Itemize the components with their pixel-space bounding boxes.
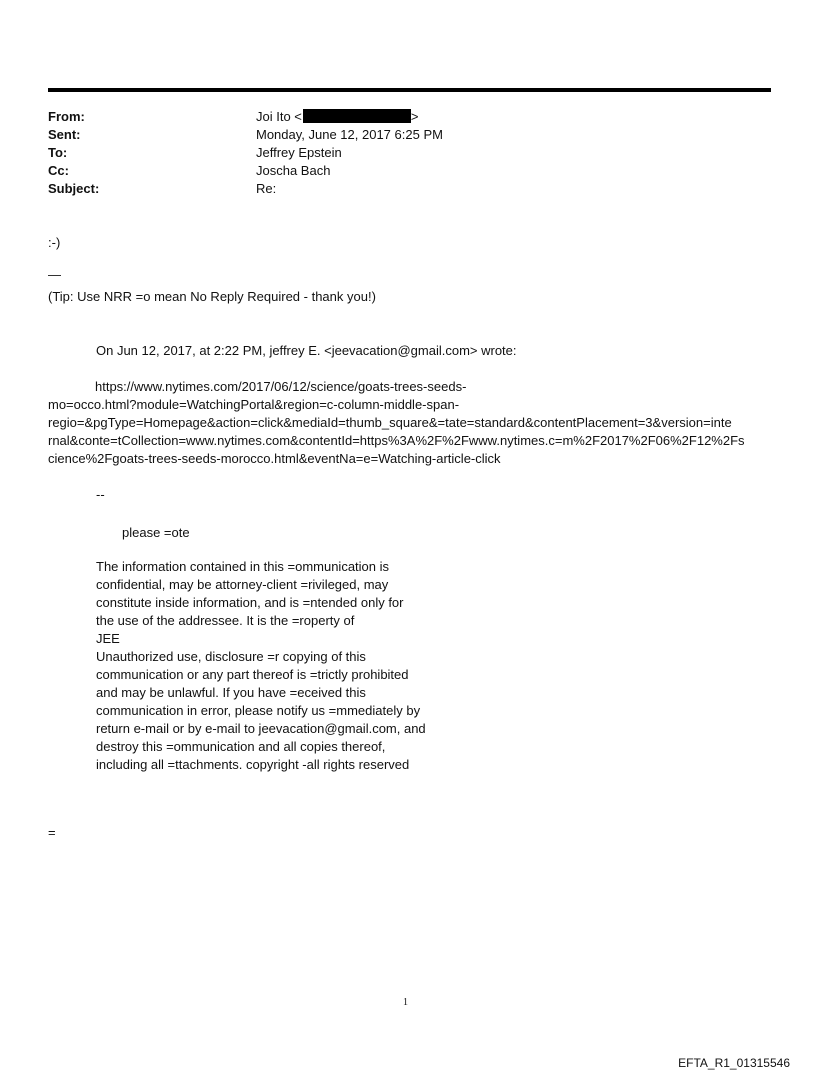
cc-label: Cc: (48, 163, 69, 178)
notice-line: Unauthorized use, disclosure =r copying of this (96, 649, 366, 664)
notice-line: including all =ttachments. copyright -all rights reserved (96, 757, 410, 772)
notice-line: destroy this =ommunication and all copies thereof, (96, 739, 386, 754)
url-line: https://www.nytimes.com/2017/06/12/science/goats-trees-seeds- (95, 379, 467, 394)
notice-line: confidential, may be attorney-client =rivileged, may (96, 577, 389, 592)
confidentiality-notice (96, 558, 426, 774)
url-line: cience%2Fgoats-trees-seeds-morocco.html&eventNa=e=Watching-article-click (48, 451, 501, 466)
notice-line: return e-mail or by e-mail to jeevacation@gmail.com, and (96, 721, 426, 736)
notice-line: The information contained in this =ommunication is (96, 559, 390, 574)
notice-line: communication in error, please notify us =mmediately by (96, 703, 421, 718)
from-sender: Joi Ito < (256, 109, 302, 124)
quoted-url (48, 378, 745, 468)
bates-number: EFTA_R1_01315546 (678, 1056, 790, 1070)
notice-line: JEE (96, 631, 120, 646)
cc-value: Joscha Bach (256, 163, 331, 178)
smiley-text: :-) (48, 235, 61, 250)
quote-intro: On Jun 12, 2017, at 2:22 PM, jeffrey E. <jeevacation@gmail.com> wrote: (96, 343, 517, 358)
tip-text: (Tip: Use NRR =o mean No Reply Required - thank you!) (48, 289, 376, 304)
notice-line: communication or any part thereof is =trictly prohibited (96, 667, 409, 682)
notice-line: and may be unlawful. If you have =eceived this (96, 685, 366, 700)
page-number: 1 (403, 997, 408, 1008)
to-label: To: (48, 145, 68, 160)
header-rule (48, 88, 771, 92)
subject-value: Re: (256, 181, 277, 196)
redaction-block (303, 109, 411, 123)
url-line: mo=occo.html?module=WatchingPortal&region=c-column-middle-span- (48, 397, 460, 412)
sig-dashes: -- (96, 487, 105, 502)
from-label: From: (48, 109, 85, 124)
from-value (256, 108, 418, 126)
signature-dash: — (48, 267, 61, 282)
notice-line: the use of the addressee. It is the =roperty of (96, 613, 355, 628)
sent-value: Monday, June 12, 2017 6:25 PM (256, 127, 443, 142)
notice-line: constitute inside information, and is =ntended only for (96, 595, 404, 610)
trailing-equals: = (48, 825, 56, 840)
url-line: rnal&conte=tCollection=www.nytimes.com&contentId=https%3A%2F%2Fwww.nytimes.c=m%2F2017%2F06%2F12%2Fs (48, 433, 745, 448)
url-line: regio=&pgType=Homepage&action=click&mediaId=thumb_square&=tate=standard&contentPlacement=3&version=inte (48, 415, 732, 430)
subject-label: Subject: (48, 181, 100, 196)
sent-label: Sent: (48, 127, 81, 142)
to-value: Jeffrey Epstein (256, 145, 342, 160)
please-note: please =ote (122, 525, 190, 540)
from-close-bracket: > (410, 109, 419, 124)
